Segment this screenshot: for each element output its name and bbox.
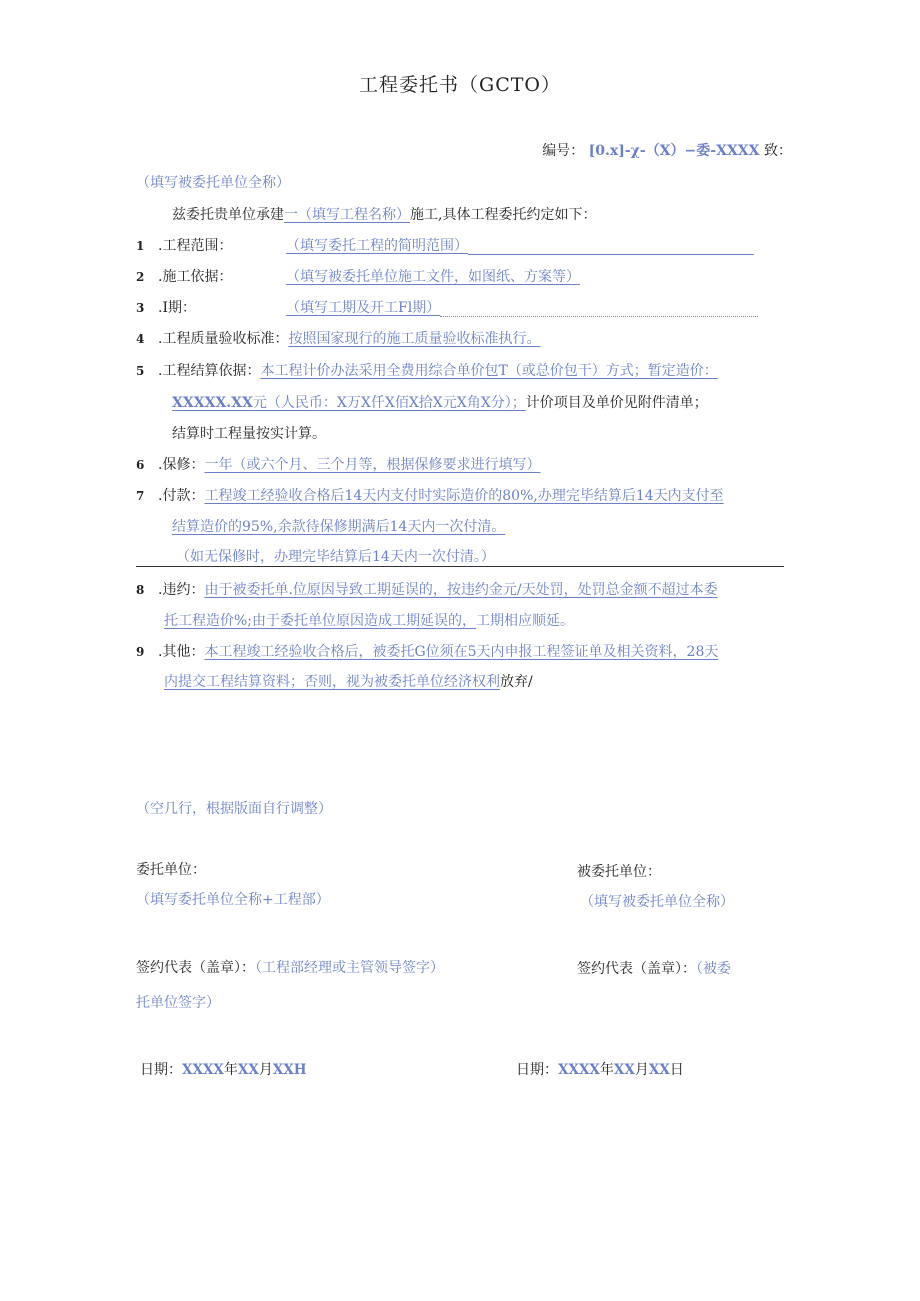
item-number: 5 bbox=[136, 364, 145, 378]
intro-dash: 一 bbox=[284, 207, 298, 223]
item-value-line1: 由于被委托单.位原因导致工期延误的，按违约金元/天处罚，处罚总金额不超过本委 bbox=[204, 582, 718, 598]
contractor-rep-value: （被委 bbox=[696, 961, 731, 977]
item-1 bbox=[136, 235, 754, 255]
item-8 bbox=[136, 579, 718, 599]
client-date bbox=[140, 1059, 307, 1079]
date-year-sep: 年 bbox=[599, 1062, 614, 1078]
item-label: .违约： bbox=[158, 582, 205, 598]
fill-line bbox=[468, 254, 754, 255]
item-5 bbox=[136, 360, 718, 380]
item-value: （填写工期及开工Fl期） bbox=[286, 300, 441, 316]
item-7-line3: （如无保修时，办理完毕结算后14天内一次付清。） bbox=[176, 549, 495, 565]
item-7 bbox=[136, 485, 724, 505]
divider bbox=[136, 566, 784, 567]
item-label: .工程结算依据： bbox=[158, 363, 261, 379]
date-month-sep: 月 bbox=[634, 1062, 649, 1078]
item-value-line1: 工程竣工经验收合格后14天内支付时实际造价的80%,办理完毕结算后14天内支付至 bbox=[204, 488, 724, 504]
client-rep-value: （工程部经理或主管领导签字） bbox=[255, 960, 444, 976]
client-rep bbox=[136, 957, 444, 977]
item-3 bbox=[136, 297, 758, 317]
item-7-line2: 结算造价的95%,余款待保修期满后14天内一次付清。 bbox=[172, 519, 506, 535]
item-value: （填写被委托单位施工文件，如图纸、方案等） bbox=[286, 269, 580, 285]
item-label: .施工依据： bbox=[158, 269, 233, 285]
date-year: XXXX bbox=[182, 1062, 224, 1078]
fill-line bbox=[440, 316, 758, 317]
item-value-line1: 本工程竣工经验收合格后，被委托G位须在5天内申报工程签证单及相关资料，28天 bbox=[204, 644, 719, 660]
item-value: 按照国家现行的施工质量验收标准执行。 bbox=[288, 331, 541, 347]
item-4 bbox=[136, 328, 540, 348]
date-month: XX bbox=[613, 1062, 635, 1078]
item-value-line1: 本工程计价办法采用全费用综合单价包T（或总价包干）方式；暂定造价： bbox=[260, 363, 718, 379]
item-number: 6 bbox=[136, 458, 145, 472]
client-unit-value: （填写委托单位全称+工程部） bbox=[136, 892, 330, 908]
item-number: 7 bbox=[136, 489, 145, 503]
date-month: XX bbox=[237, 1062, 259, 1078]
item-9-line2 bbox=[164, 671, 533, 691]
date-year: XXXX bbox=[558, 1062, 600, 1078]
intro-prefix: 兹委托贵单位承建 bbox=[172, 207, 284, 223]
date-year-sep: 年 bbox=[223, 1062, 238, 1078]
blank-note: （空几行，根据版面自行调整） bbox=[136, 801, 332, 817]
provisional-price: XXXXX.XX bbox=[172, 395, 253, 411]
item-number: 1 bbox=[136, 239, 145, 253]
date-day: XX bbox=[648, 1062, 670, 1078]
extension-clause: 工期相应顺延。 bbox=[476, 613, 575, 629]
serial-number bbox=[542, 140, 792, 160]
item-number: 3 bbox=[136, 301, 145, 315]
item-label: .其他： bbox=[158, 644, 205, 660]
date-day-sep: 日 bbox=[669, 1062, 684, 1078]
serial-code: [0.x]-χ-（X）−委-XXXX bbox=[588, 143, 760, 159]
contractor-rep-value-cont: 托单位签字） bbox=[136, 995, 220, 1011]
item-value: 一年（或六个月、三个月等，根据保修要求进行填写） bbox=[204, 457, 541, 473]
date-day: XXH bbox=[272, 1062, 307, 1078]
item-8-line2 bbox=[164, 610, 574, 630]
item-2 bbox=[136, 266, 580, 286]
item-number: 9 bbox=[136, 645, 145, 659]
date-month-sep: 月 bbox=[258, 1062, 273, 1078]
contractor-rep-label: 签约代表（盖章）： bbox=[577, 961, 696, 977]
document-title: 工程委托书（GCTO） bbox=[359, 74, 561, 96]
project-name-placeholder: （填写工程名称） bbox=[298, 207, 410, 223]
recipient-placeholder: （填写被委托单位全称） bbox=[136, 175, 290, 191]
item-number: 2 bbox=[136, 270, 145, 284]
submission-clause: 内提交工程结算资料；否则，视为被委托单位经济权利 bbox=[164, 674, 500, 690]
item-label: .工程质量验收标准： bbox=[158, 331, 289, 347]
intro-suffix: 施工,具体工程委托约定如下： bbox=[410, 207, 597, 223]
price-in-words: 元（人民币：X万X仟X佰X拾X元X角X分）； bbox=[252, 395, 526, 411]
date-label: 日期： bbox=[140, 1062, 182, 1078]
client-unit-label: 委托单位： bbox=[136, 862, 206, 878]
item-label: .付款： bbox=[158, 488, 205, 504]
item-9 bbox=[136, 641, 718, 661]
delay-clause: 托工程造价%;由于委托单位原因造成工期延误的， bbox=[164, 613, 477, 629]
contractor-date bbox=[516, 1059, 684, 1079]
waiver-clause: 放弃/ bbox=[500, 674, 533, 690]
item-number: 4 bbox=[136, 332, 145, 346]
item-5-line2 bbox=[172, 392, 708, 412]
item-label: .保修： bbox=[158, 457, 205, 473]
contractor-unit-label: 被委托单位： bbox=[577, 864, 661, 880]
item-label: .工程范围： bbox=[158, 238, 233, 254]
item-value: （填写委托工程的简明范围） bbox=[286, 238, 468, 254]
contractor-rep bbox=[577, 958, 731, 978]
unit-price-note: 计价项目及单价见附件清单； bbox=[525, 395, 708, 411]
item-5-line3: 结算时工程量按实计算。 bbox=[172, 426, 326, 442]
item-label: .I期： bbox=[158, 300, 196, 316]
client-rep-label: 签约代表（盖章）： bbox=[136, 960, 255, 976]
item-number: 8 bbox=[136, 583, 145, 597]
serial-to: 致： bbox=[764, 143, 792, 159]
date-label: 日期： bbox=[516, 1062, 558, 1078]
serial-label: 编号： bbox=[542, 143, 585, 159]
contractor-unit-value: （填写被委托单位全称） bbox=[580, 894, 734, 910]
item-6 bbox=[136, 454, 540, 474]
intro-line bbox=[172, 204, 596, 224]
